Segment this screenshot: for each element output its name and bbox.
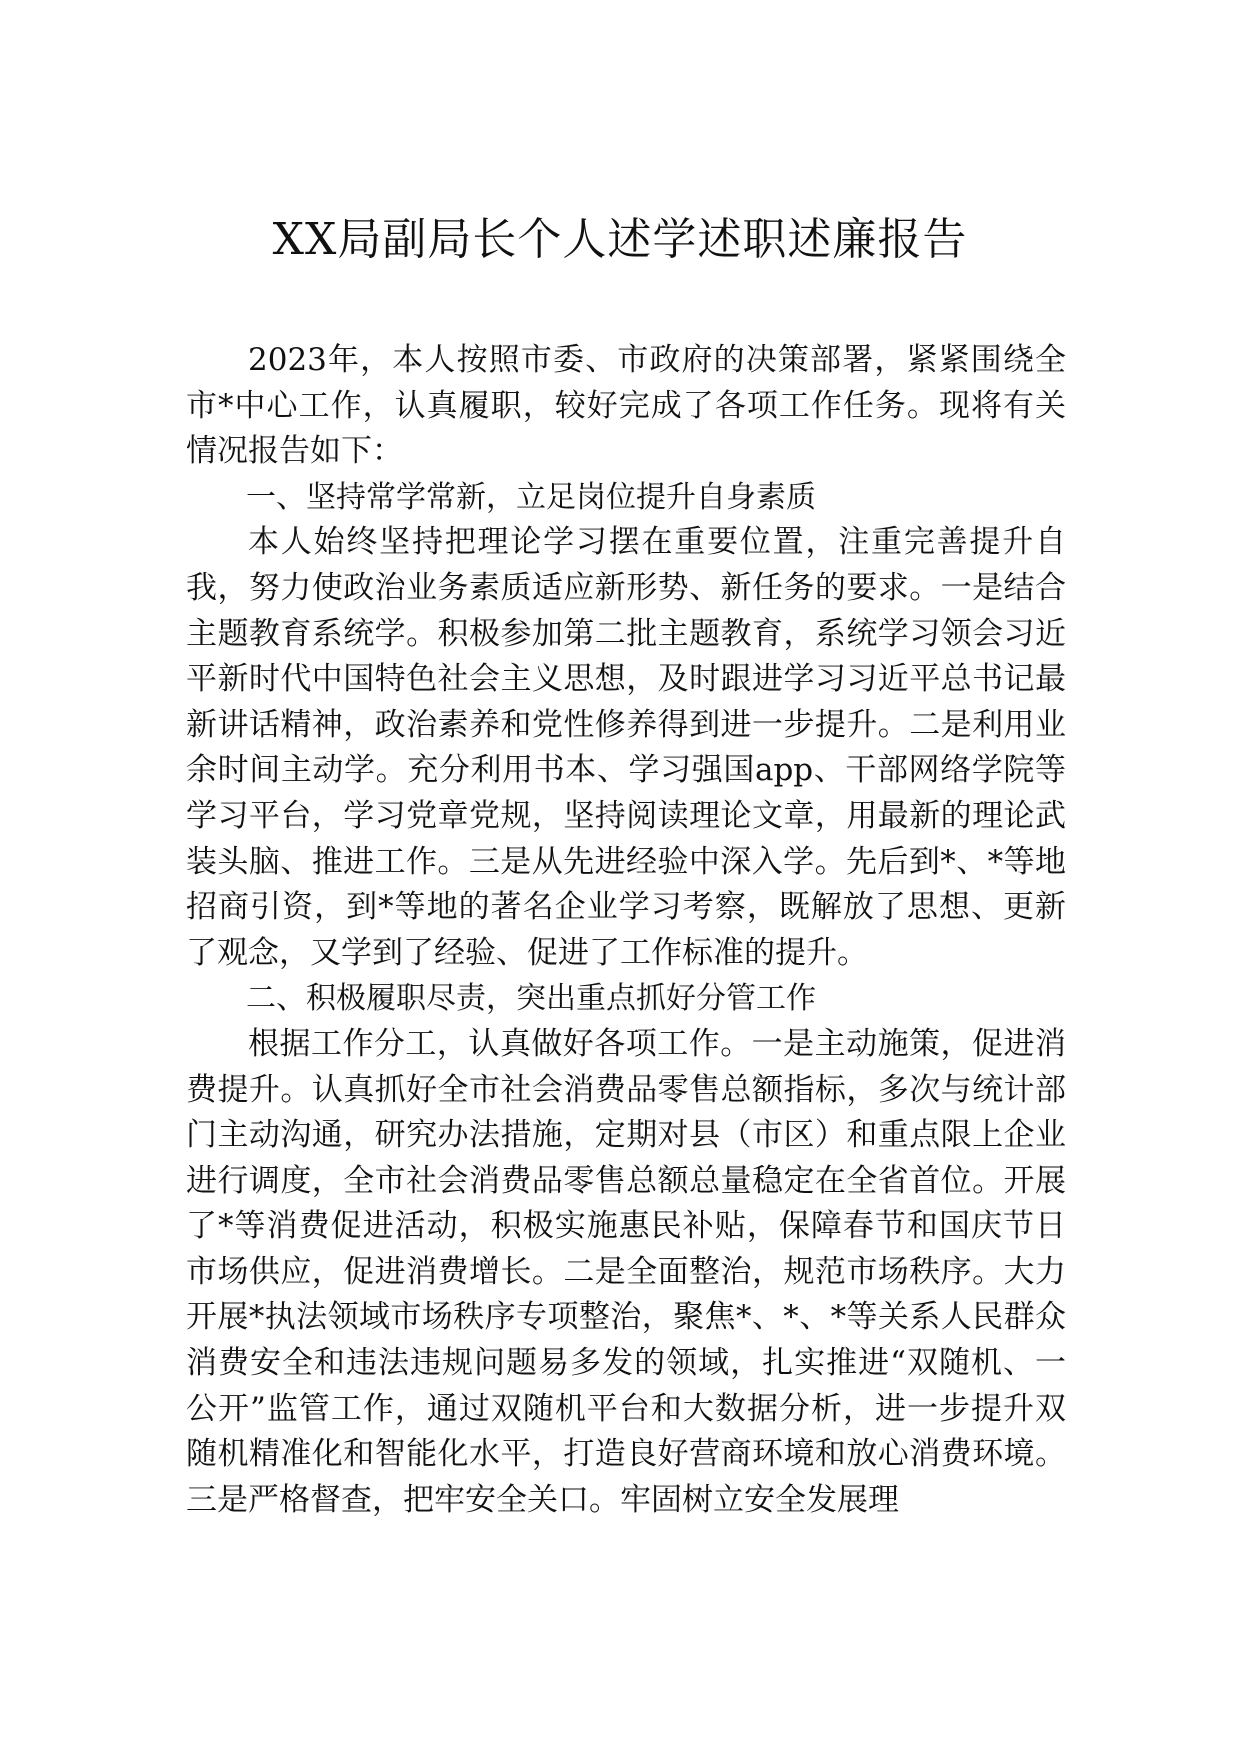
section-2-heading: 二、积极履职尽责，突出重点抓好分管工作 (246, 981, 816, 1017)
intro-paragraph: 2023年，本人按照市委、市政府的决策部署，紧紧围绕全市*中心工作，认真履职，较好完成了各项工作任务。现将有关情况报告如下： (186, 342, 1066, 470)
section-1-heading: 一、坚持常学常新，立足岗位提升自身素质 (246, 479, 816, 515)
document-title: XX局副局长个人述学述职述廉报告 (272, 214, 968, 265)
section-2-paragraph: 根据工作分工，认真做好各项工作。一是主动施策，促进消费提升。认真抓好全市社会消费品零售总额指标，多次与统计部门主动沟通，研究办法措施，定期对县（市区）和重点限上企业进行调度，全市社会消费品零售总额总量稳定在全省首位。开展了*等消费促进活动，积极实施惠民补贴，保障春节和国庆节日市场供应，促进消费增长。二是全面整治，规范市场秩序。大力开展*执法领域市场秩序专项整治，聚焦*、*、*等关系人民群众消费安全和违法违规问题易多发的领域，扎实推进“双随机、一公开”监管工作，通过双随机平台和大数据分析，进一步提升双随机精准化和智能化水平，打造良好营商环境和放心消费环境。三是严格督查，把牢安全关口。牢固树立安全发展理 (186, 1025, 1066, 1518)
section-1-paragraph: 本人始终坚持把理论学习摆在重要位置，注重完善提升自我，努力使政治业务素质适应新形势、新任务的要求。一是结合主题教育系统学。积极参加第二批主题教育，系统学习领会习近平新时代中国特色社会主义思想，及时跟进学习习近平总书记最新讲话精神，政治素养和党性修养得到进一步提升。二是利用业余时间主动学。充分利用书本、学习强国app、干部网络学院等学习平台，学习党章党规，坚持阅读理论文章，用最新的理论武装头脑、推进工作。三是从先进经验中深入学。先后到*、*等地招商引资，到*等地的著名企业学习考察，既解放了思想、更新了观念，又学到了经验、促进了工作标准的提升。 (186, 524, 1066, 971)
document-body (186, 338, 1066, 1523)
